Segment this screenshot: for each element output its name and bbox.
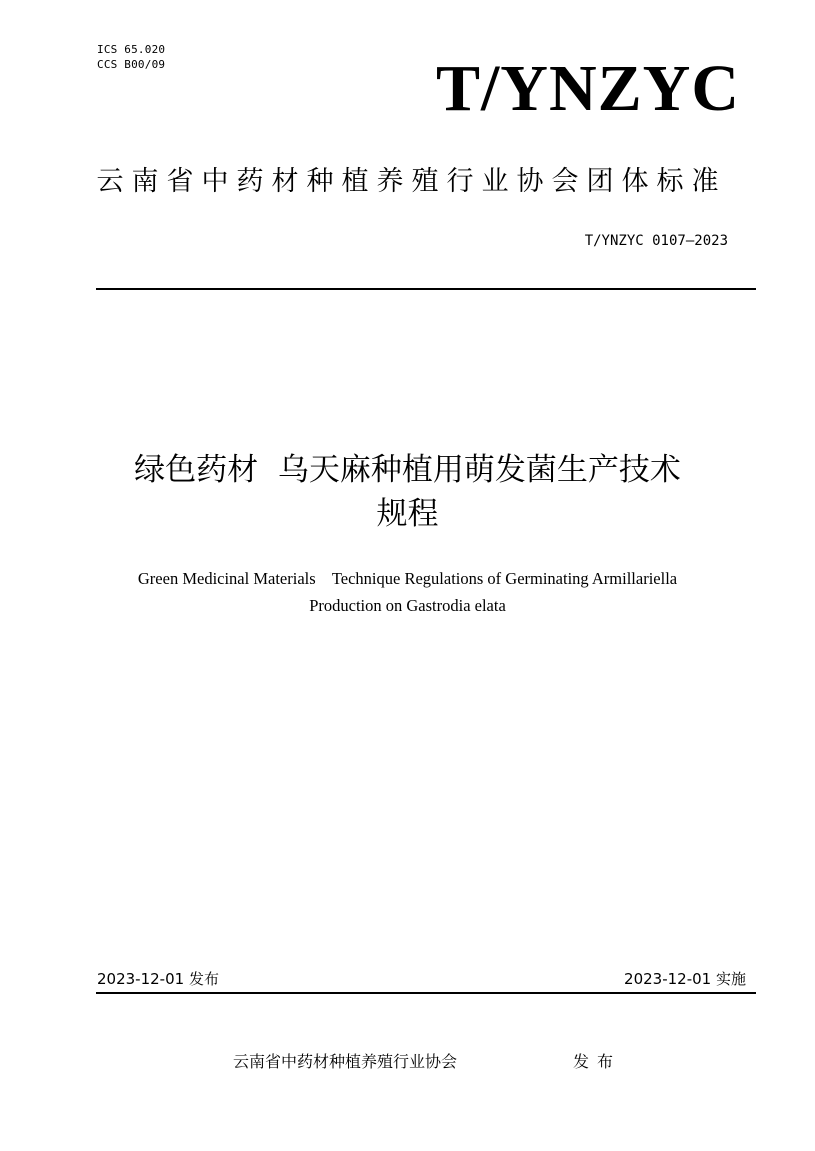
- header-divider: [96, 288, 756, 290]
- english-title-line-2: Production on Gastrodia elata: [309, 596, 506, 615]
- ccs-code: CCS B00/09: [97, 58, 166, 71]
- ics-code: ICS 65.020: [97, 43, 166, 56]
- standard-logo: T/YNZYC: [435, 52, 740, 125]
- chinese-title-line-2: 规程: [376, 496, 439, 532]
- chinese-title-line-1: 绿色药材 乌天麻种植用萌发菌生产技术: [134, 452, 681, 488]
- standard-number: T/YNZYC 0107—2023: [584, 233, 728, 249]
- english-title-line-1: Green Medicinal Materials Technique Regulations of Germinating Armillariella: [137, 569, 678, 588]
- classification-codes: [97, 42, 165, 72]
- publisher-name: 云南省中药材种植养殖行业协会: [233, 1052, 458, 1071]
- publish-label: 发布: [573, 1052, 622, 1071]
- footer-divider: [96, 992, 756, 994]
- english-title: [60, 565, 755, 619]
- implementation-date: 2023-12-01 实施: [624, 970, 746, 988]
- issue-date: 2023-12-01 发布: [97, 970, 219, 988]
- chinese-title: [80, 448, 735, 536]
- organization-standard-title: 云南省中药材种植养殖行业协会团体标准: [96, 166, 727, 197]
